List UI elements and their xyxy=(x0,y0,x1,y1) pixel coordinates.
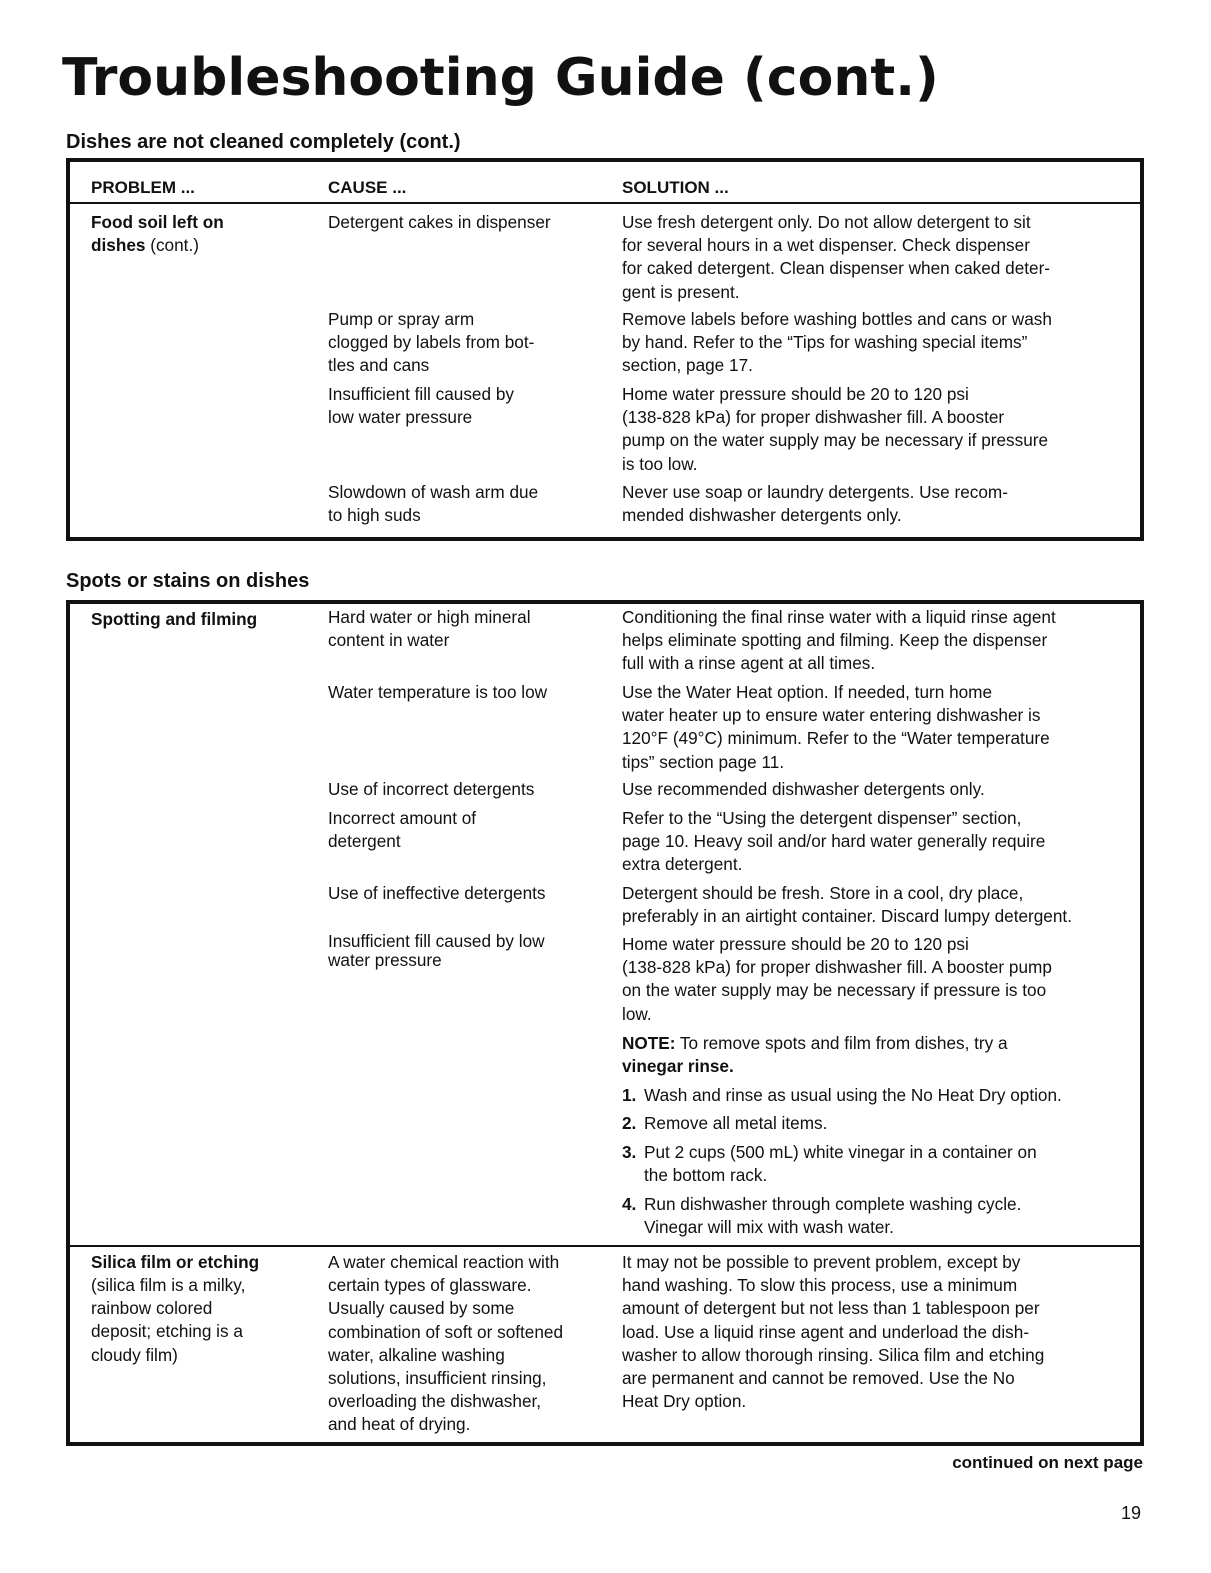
cause-text: Hard water or high mineral content in water xyxy=(328,607,531,651)
cause-text: Slowdown of wash arm due to high suds xyxy=(328,482,539,526)
step-text: Remove all metal items. xyxy=(644,1113,828,1133)
cause-text: Incorrect amount of detergent xyxy=(328,808,477,852)
step-number: 2. xyxy=(622,1113,637,1133)
problem-food-soil-suffix: (cont.) xyxy=(145,235,199,256)
step-number: 3. xyxy=(622,1142,637,1162)
section-title-spots-stains: Spots or stains on dishes xyxy=(66,570,310,592)
cause-text: Detergent cakes in dispenser xyxy=(328,212,551,232)
page-number: 19 xyxy=(1121,1503,1142,1523)
header-problem: PROBLEM ... xyxy=(91,178,195,197)
solution-text: Home water pressure should be 20 to 120 psi (138-828 kPa) for proper dishwasher fill. A booster pump on the water supply may be necessary if pressure is too low. xyxy=(622,934,1052,1024)
solution-text: Use the Water Heat option. If needed, turn home water heater up to ensure water entering dishwasher is 120°F (49°C) minimum. Refer to the “Water temperature tips” section page 11. xyxy=(622,682,1050,772)
solution-text: Use fresh detergent only. Do not allow detergent to sit for several hours in a wet dispenser. Check dispenser for caked detergent. Clean dispenser when caked deter- gent is present. xyxy=(622,212,1051,302)
solution-text: Detergent should be fresh. Store in a cool, dry place, preferably in an airtight container. Discard lumpy detergent. xyxy=(622,883,1072,927)
cause-text: A water chemical reaction with certain types of glassware. Usually caused by some combination of soft or softened water, alkaline washing solutions, insufficient rinsing, overloading the dishwasher, and heat of drying. xyxy=(328,1252,564,1435)
step-text: Run dishwasher through complete washing cycle. Vinegar will mix with wash water. xyxy=(644,1194,1022,1238)
step-number: 1. xyxy=(622,1085,637,1105)
solution-text: Conditioning the final rinse water with a liquid rinse agent helps eliminate spotting and filming. Keep the dispenser full with a rinse agent at all times. xyxy=(622,607,1056,674)
cause-text: Use of ineffective detergents xyxy=(328,883,546,903)
note-vinegar-rinse xyxy=(622,1032,1008,1055)
continued-note: continued on next page xyxy=(952,1453,1143,1472)
cause-text: Insufficient fill caused by low water pressure xyxy=(328,931,545,970)
cause-text: Water temperature is too low xyxy=(328,682,548,702)
problem-silica-film: Silica film or etching xyxy=(91,1252,260,1272)
note-bold-text: vinegar rinse. xyxy=(622,1056,734,1076)
solution-text: Use recommended dishwasher detergents only. xyxy=(622,779,985,799)
page-title: Troubleshooting Guide (cont.) xyxy=(62,48,939,108)
problem-silica-description: (silica film is a milky, rainbow colored deposit; etching is a cloudy film) xyxy=(91,1275,246,1365)
solution-text: Remove labels before washing bottles and cans or wash by hand. Refer to the “Tips for washing special items” section, page 17. xyxy=(622,309,1052,376)
cause-text: Use of incorrect detergents xyxy=(328,779,535,799)
list-item xyxy=(622,1193,1022,1238)
step-text: Put 2 cups (500 mL) white vinegar in a container on the bottom rack. xyxy=(644,1142,1037,1186)
list-item xyxy=(622,1141,1037,1186)
row-divider xyxy=(70,1245,1140,1247)
list-item xyxy=(622,1084,1062,1107)
header-cause: CAUSE ... xyxy=(328,178,407,197)
header-solution: SOLUTION ... xyxy=(622,178,729,197)
solution-text: It may not be possible to prevent problem, except by hand washing. To slow this process, use a minimum amount of detergent but not less than 1 tablespoon per load. Use a liquid rinse agent and underload the dish- washer to allow thorough rinsing. Silica film and etching are permanent and cannot be removed. Use the No Heat Dry option. xyxy=(622,1252,1045,1412)
solution-text: Home water pressure should be 20 to 120 psi (138-828 kPa) for proper dishwasher fill. A booster pump on the water supply may be necessary if pressure is too low. xyxy=(622,384,1049,474)
step-number: 4. xyxy=(622,1194,637,1214)
solution-text: Never use soap or laundry detergents. Use recom- mended dishwasher detergents only. xyxy=(622,482,1008,526)
problem-spotting-filming: Spotting and filming xyxy=(91,609,258,629)
note-text: To remove spots and film from dishes, try a xyxy=(675,1033,1008,1053)
step-text: Wash and rinse as usual using the No Heat Dry option. xyxy=(644,1085,1062,1105)
solution-text: Refer to the “Using the detergent dispenser” section, page 10. Heavy soil and/or hard water generally require extra detergent. xyxy=(622,808,1046,875)
cause-text: Pump or spray arm clogged by labels from bot- tles and cans xyxy=(328,309,535,376)
section-title-dishes-not-cleaned: Dishes are not cleaned completely (cont.) xyxy=(66,131,461,153)
problem-food-soil-label: Food soil left on dishes xyxy=(91,212,224,256)
cause-text: Insufficient fill caused by low water pressure xyxy=(328,384,514,428)
header-divider xyxy=(70,202,1140,204)
list-item xyxy=(622,1112,828,1135)
problem-food-soil xyxy=(91,211,224,257)
note-label: NOTE: xyxy=(622,1033,676,1053)
